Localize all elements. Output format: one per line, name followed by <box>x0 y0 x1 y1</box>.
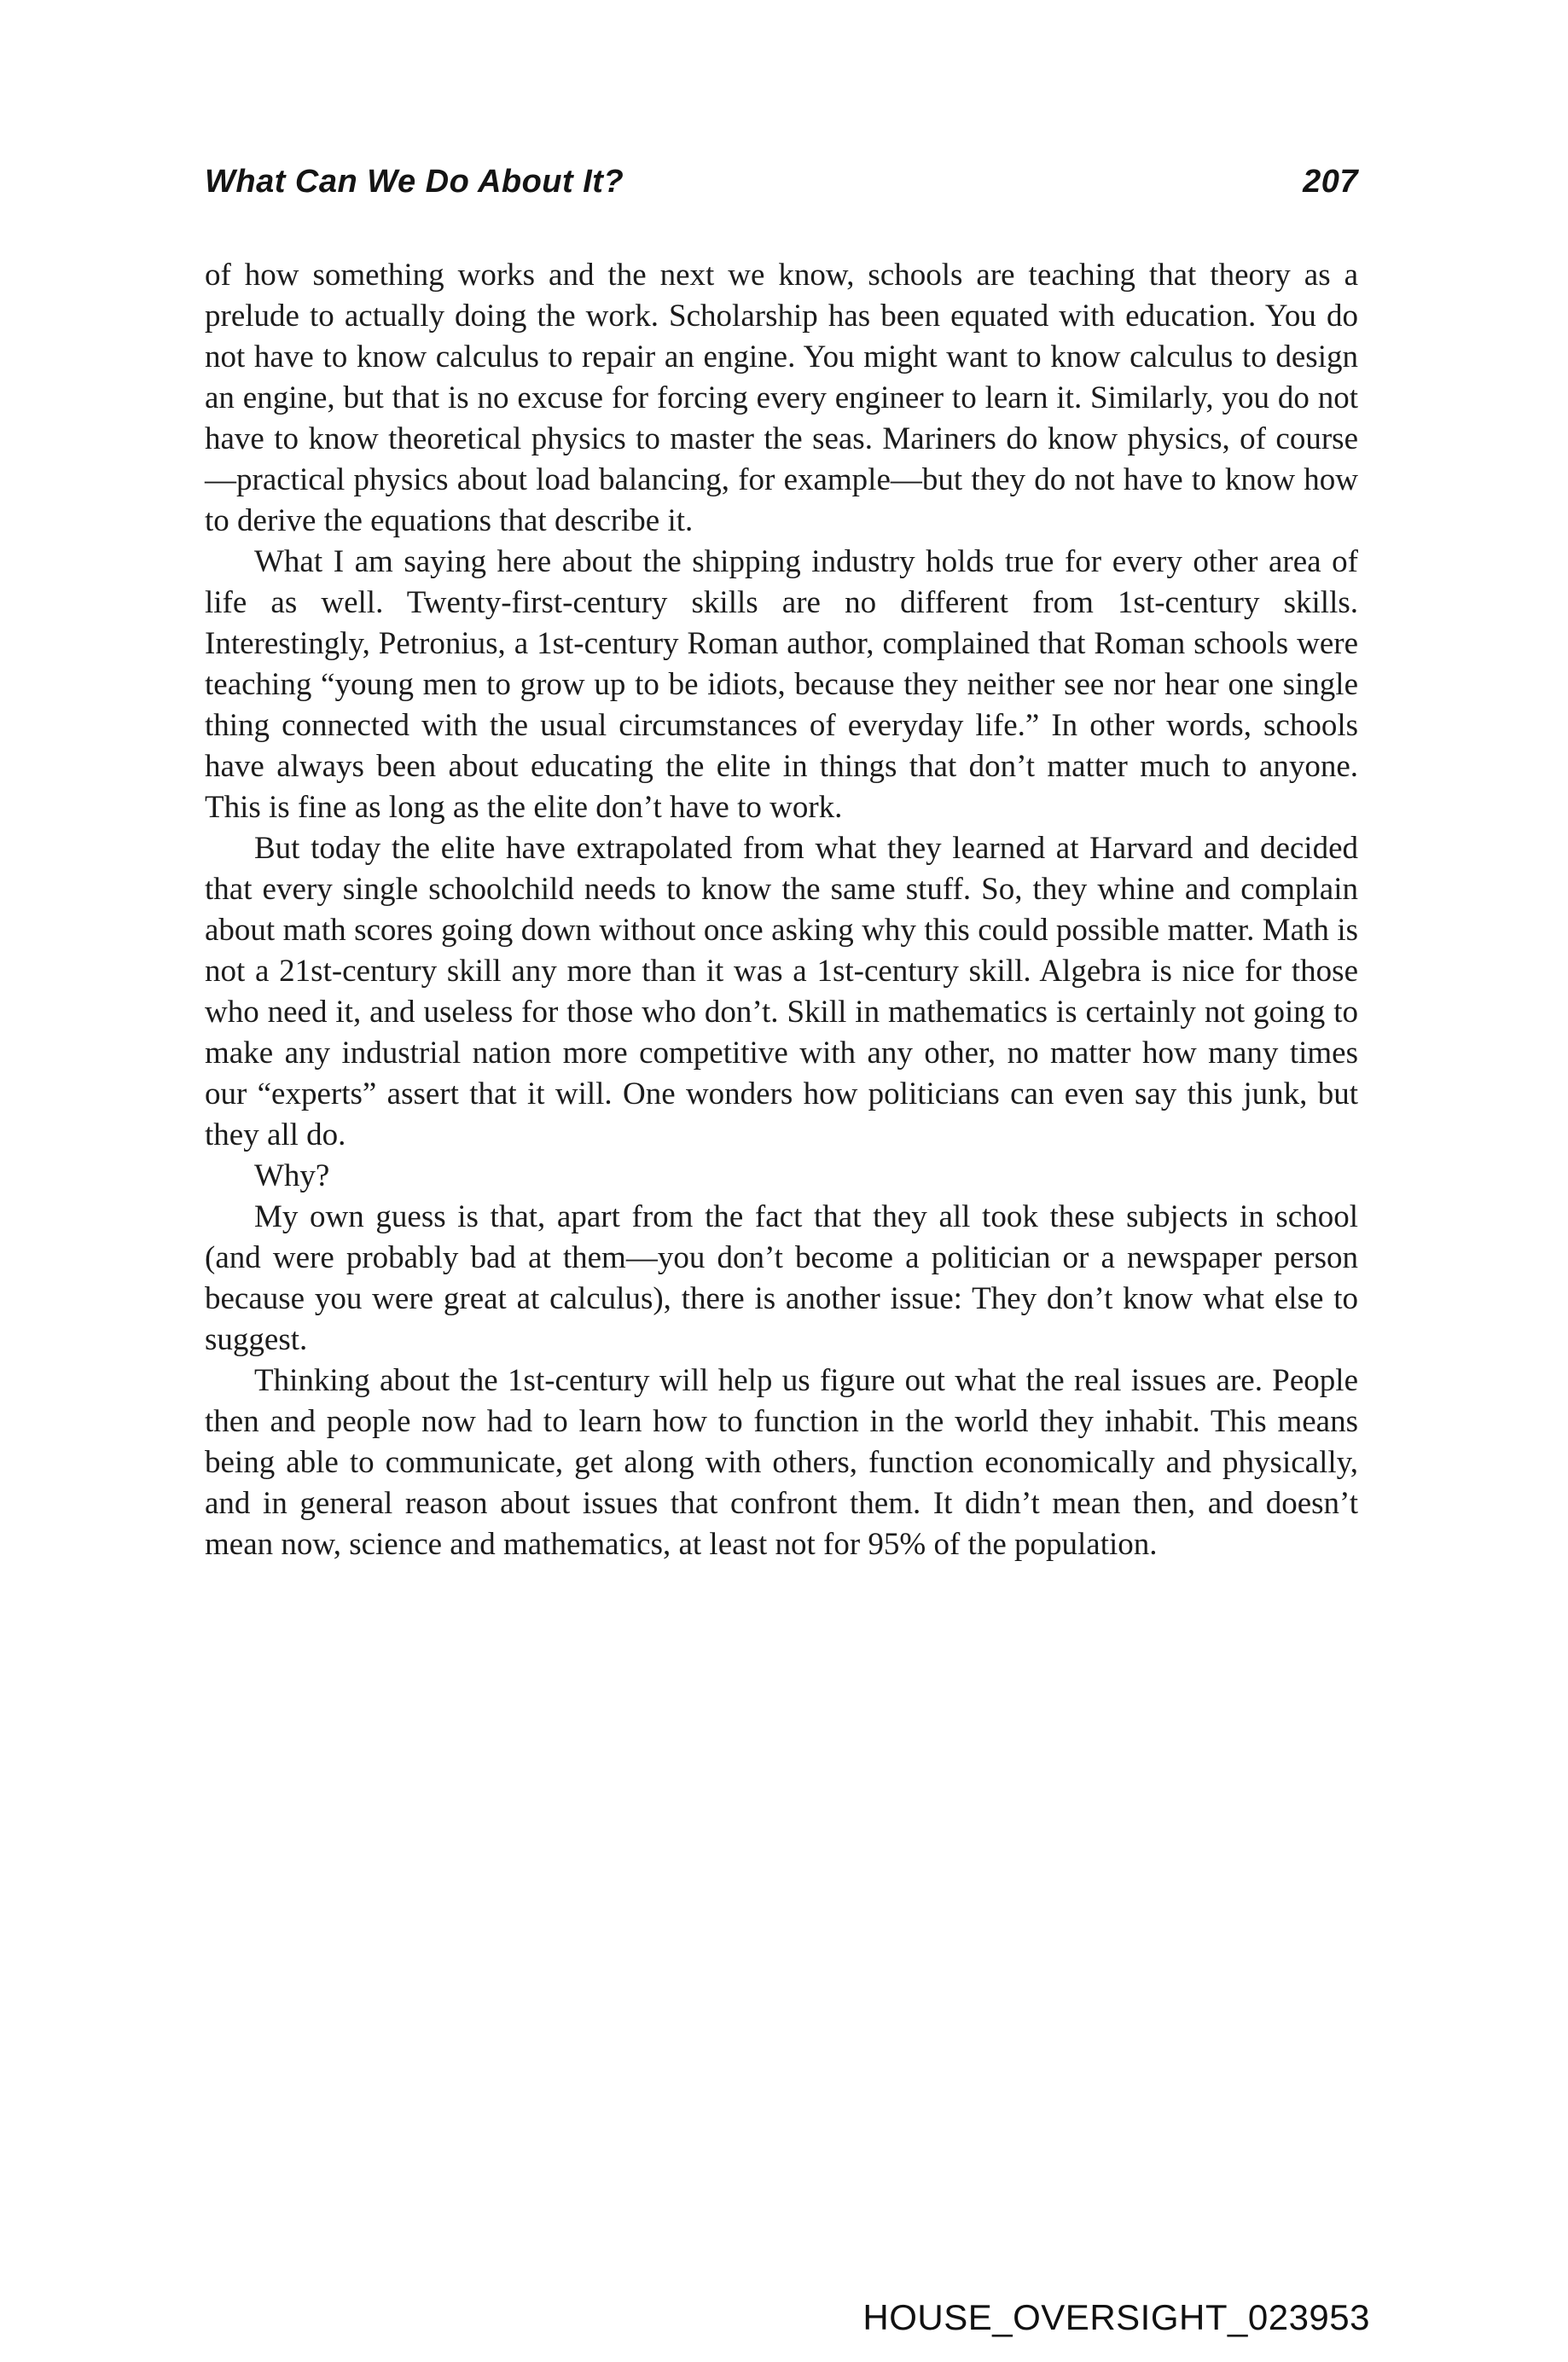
bates-stamp: HOUSE_OVERSIGHT_023953 <box>862 2297 1370 2337</box>
page-content <box>205 164 1358 1565</box>
body-paragraph: What I am saying here about the shipping industry holds true for every other area of life as well. Twenty-first-century skills are no different from 1st-century skills. Interestingly, Petronius, a 1st-century Roman author, complained that Roman schools were teaching “young men to grow up to be idiots, because they neither see nor hear one single thing connected with the usual circumstances of everyday life.” In other words, schools have always been about educating the elite in things that don’t matter much to anyone. This is fine as long as the elite don’t have to work. <box>205 544 1358 825</box>
body-paragraph: of how something works and the next we know, schools are teaching that theory as a prelude to actually doing the work. Scholarship has been equated with education. You do not have to know calculus to repair an engine. You might want to know calculus to design an engine, but that is no excuse for forcing every engineer to learn it. Similarly, you do not have to know theoretical physics to master the seas. Mariners do know physics, of course—practical physics about load balancing, for example—but they do not have to know how to derive the equations that describe it. <box>205 258 1358 538</box>
body-paragraph: Thinking about the 1st-century will help us figure out what the real issues are. People then and people now had to learn how to function in the world they inhabit. This means being able to communicate, get along with others, function economically and physically, and in general reason about issues that confront them. It didn’t mean then, and doesn’t mean now, science and mathematics, at least not for 95% of the population. <box>205 1363 1358 1562</box>
page-number: 207 <box>1303 164 1358 200</box>
body-paragraph: Why? <box>254 1158 330 1193</box>
chapter-title: What Can We Do About It? <box>205 164 624 200</box>
body-paragraph: My own guess is that, apart from the fact that they all took these subjects in school (and were probably bad at them—you don’t become a politician or a newspaper person because you were great at calculus), there is another issue: They don’t know what else to suggest. <box>205 1199 1358 1357</box>
body-paragraph: But today the elite have extrapolated from what they learned at Harvard and decided that every single schoolchild needs to know the same stuff. So, they whine and complain about math scores going down without once asking why this could possible matter. Math is not a 21st-century skill any more than it was a 1st-century skill. Algebra is nice for those who need it, and useless for those who don’t. Skill in mathematics is certainly not going to make any industrial nation more competitive with any other, no matter how many times our “experts” assert that it will. One wonders how politicians can even say this junk, but they all do. <box>205 831 1358 1152</box>
body-text <box>205 255 1358 1565</box>
running-header <box>205 164 1358 200</box>
